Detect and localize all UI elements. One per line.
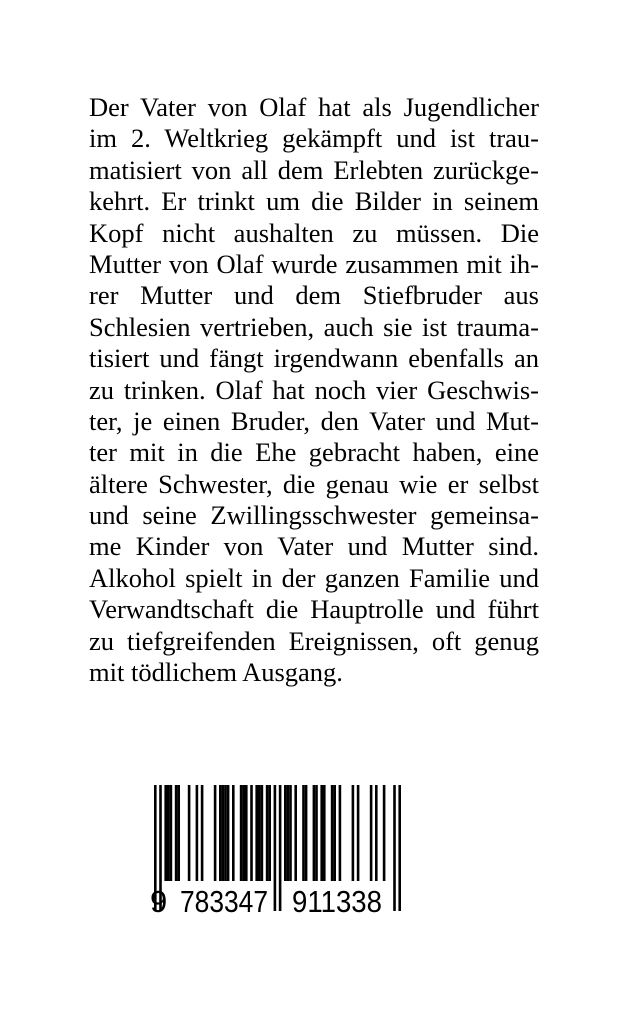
barcode-bar: [196, 785, 199, 881]
barcode-bar: [320, 785, 323, 881]
barcode-bar: [313, 785, 316, 881]
barcode-bar: [242, 785, 245, 881]
barcode-bar: [375, 785, 378, 881]
blurb-line: Kopf nicht aushalten zu müssen. Die: [89, 217, 539, 248]
back-cover-blurb: [89, 92, 539, 688]
barcode-bar: [268, 785, 271, 881]
barcode-bar: [224, 785, 227, 881]
barcode-bar: [255, 785, 258, 881]
blurb-line: im 2. Weltkrieg gekämpft und ist trau-: [89, 123, 539, 154]
barcode-bar: [302, 785, 305, 881]
barcode-bar: [352, 785, 355, 881]
barcode-bar: [167, 785, 170, 881]
barcode-bar: [289, 785, 292, 881]
barcode-bar: [227, 785, 230, 881]
barcode-bar: [175, 785, 178, 881]
barcode-bar: [219, 785, 222, 881]
barcode-bar: [170, 785, 173, 881]
barcode-bar: [284, 785, 287, 881]
barcode-bar: [305, 785, 308, 881]
barcode-bar: [261, 785, 264, 881]
barcode-bar: [331, 785, 334, 881]
barcode-guard-bar: [398, 785, 401, 911]
barcode-left-digits: 783347: [180, 884, 268, 915]
blurb-line: tisiert und fängt irgendwann ebenfalls an: [89, 343, 539, 374]
barcode-bar: [323, 785, 326, 881]
blurb-line: mit tödlichem Ausgang.: [89, 657, 343, 688]
barcode-bar: [250, 785, 253, 881]
barcode-lead-digit: 9: [150, 884, 168, 915]
barcode-bar: [177, 785, 180, 881]
barcode-bar: [266, 785, 269, 881]
barcode-bar: [164, 785, 167, 881]
barcode-bar: [240, 785, 243, 881]
blurb-line: Verwandtschaft die Hauptrolle und führt: [89, 594, 539, 625]
blurb-line: Mutter von Olaf wurde zusammen mit ih-: [89, 248, 539, 279]
barcode-bar: [188, 785, 191, 881]
blurb-line: und seine Zwillingsschwester gemeinsa-: [89, 500, 539, 531]
barcode-bar: [357, 785, 360, 881]
blurb-line: zu trinken. Olaf hat noch vier Geschwis-: [89, 374, 539, 405]
barcode-bar: [201, 785, 204, 881]
blurb-line: me Kinder von Vater und Mutter sind.: [89, 531, 539, 562]
barcode-guard-bar: [279, 785, 282, 911]
blurb-line: Alkohol spielt in der ganzen Familie und: [89, 562, 539, 593]
barcode-bar: [245, 785, 248, 881]
barcode-bar: [222, 785, 225, 881]
blurb-line: Der Vater von Olaf hat als Jugendlicher: [89, 92, 539, 122]
barcode-bar: [232, 785, 235, 881]
barcode-guard-bar: [274, 785, 277, 911]
barcode-bar: [294, 785, 297, 881]
barcode-bar: [333, 785, 336, 881]
isbn-barcode: [150, 785, 406, 915]
blurb-line: Schlesien vertrieben, auch sie ist trauma-: [89, 311, 539, 342]
blurb-line: ter mit in die Ehe gebracht haben, eine: [89, 437, 539, 468]
barcode-bar: [383, 785, 386, 881]
barcode-right-digits: 911338: [292, 884, 382, 915]
barcode-guard-bar: [393, 785, 396, 911]
blurb-line: zu tiefgreifenden Ereignissen, oft genug: [89, 625, 539, 656]
barcode-bar: [287, 785, 290, 881]
blurb-line: matisiert von all dem Erlebten zurückge-: [89, 154, 539, 185]
barcode-bar: [258, 785, 261, 881]
blurb-line: kehrt. Er trinkt um die Bilder in seinem: [89, 186, 539, 217]
blurb-line: ältere Schwester, die genau wie er selbst: [89, 468, 539, 499]
barcode-bar: [214, 785, 217, 881]
blurb-line: ter, je einen Bruder, den Vater und Mut-: [89, 405, 539, 436]
barcode-bar: [370, 785, 373, 881]
barcode-bar: [339, 785, 342, 881]
barcode-bar: [315, 785, 318, 881]
blurb-line: rer Mutter und dem Stiefbruder aus: [89, 280, 539, 311]
